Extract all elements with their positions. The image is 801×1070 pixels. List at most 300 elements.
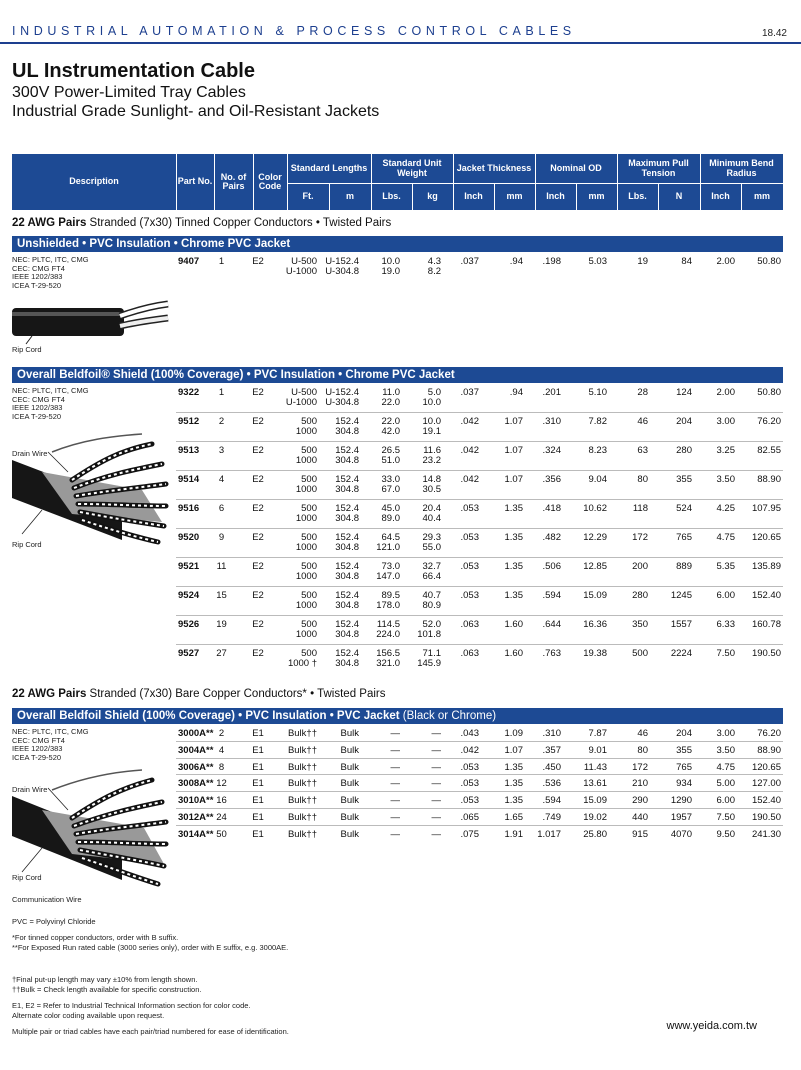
cell-lbs: 147.0 — [376, 571, 400, 582]
table-row — [176, 778, 783, 795]
standards-list-3: NEC: PLTC, ITC, CMG CEC: CMG FT4 IEEE 1202/383 ICEA T-29-520 — [12, 727, 89, 762]
table-row — [176, 532, 783, 561]
cell-ft: 1000 — [295, 484, 317, 495]
cell-om: 12.85 — [583, 561, 607, 572]
cell-lbs: 45.0 — [381, 503, 400, 514]
cell-ft: 500 — [301, 474, 317, 485]
cell-tn: 2224 — [670, 648, 692, 659]
cell-lbs: — — [390, 812, 400, 823]
cell-ji: .053 — [460, 503, 479, 514]
cell-tl: 118 — [632, 503, 648, 514]
cell-kg: 19.1 — [422, 426, 441, 437]
table-row — [176, 812, 783, 829]
cell-tl: 28 — [637, 387, 648, 398]
cell-bm: 82.55 — [757, 445, 781, 456]
table-row — [176, 387, 783, 416]
cell-bm: 50.80 — [757, 387, 781, 398]
col-no-pairs: No. of Pairs — [220, 171, 247, 191]
cell-lbs: 224.0 — [376, 629, 400, 640]
cell-lbs: 67.0 — [381, 484, 400, 495]
cell-oi: .594 — [542, 590, 561, 601]
cell-m: Bulk — [340, 795, 359, 807]
cell-tl: 290 — [632, 795, 648, 807]
cell-ft: U-1000 — [285, 397, 317, 408]
part-number: 9521 — [178, 561, 200, 572]
col-color-code: Color Code — [258, 171, 282, 191]
cell-pairs: 16 — [216, 795, 227, 807]
cell-cc: E2 — [252, 416, 264, 427]
part-number: 9524 — [178, 590, 200, 601]
table-row — [176, 256, 783, 286]
row-divider — [176, 412, 783, 413]
band-overall-beldfoil-chrome: Overall Beldfoil® Shield (100% Coverage) • PVC Insulation • Chrome PVC Jacket — [12, 367, 783, 383]
cell-m: Bulk — [340, 744, 359, 756]
cell-cc: E2 — [252, 532, 264, 543]
cell-jm: 1.60 — [504, 648, 523, 659]
cell-ft: 1000 — [295, 629, 317, 640]
cell-cc: E2 — [252, 474, 264, 485]
cell-m: 304.8 — [335, 455, 359, 466]
cell-ft: U-500 — [291, 256, 317, 267]
cell-om: 19.02 — [583, 812, 607, 823]
cell-jm: 1.07 — [504, 445, 523, 456]
cell-lbs: 73.0 — [381, 561, 400, 572]
cell-tn: 934 — [676, 778, 692, 790]
cell-pairs: 1 — [218, 387, 225, 398]
table-row — [176, 728, 783, 745]
cell-om: 9.01 — [588, 744, 607, 756]
cell-cc: E1 — [252, 828, 264, 840]
row-divider — [176, 557, 783, 558]
cell-om: 9.04 — [588, 474, 607, 485]
cell-bm: 107.95 — [751, 503, 781, 514]
cell-bm: 152.40 — [751, 590, 781, 601]
note-color-code: E1, E2 = Refer to Industrial Technical Information section for color code. — [12, 1001, 251, 1010]
cell-ft: Bulk†† — [287, 761, 317, 773]
cell-pairs: 8 — [218, 761, 225, 773]
cell-ji: .042 — [460, 416, 479, 427]
cell-bi: 4.75 — [716, 532, 735, 543]
cell-kg: — — [431, 744, 441, 756]
col-bend-mm: mm — [753, 191, 770, 202]
cell-tn: 355 — [676, 744, 692, 756]
row-divider — [176, 615, 783, 616]
cell-kg: 71.1 — [422, 648, 441, 659]
cell-oi: .536 — [542, 778, 561, 790]
cell-m: 152.4 — [335, 445, 359, 456]
part-number: 3000A** — [178, 728, 214, 739]
cell-ft: 500 — [301, 590, 317, 601]
row-divider — [176, 528, 783, 529]
page-subtitle-2: Industrial Grade Sunlight- and Oil-Resistant Jackets — [12, 103, 380, 120]
cell-oi: .644 — [542, 619, 561, 630]
cell-ft: Bulk†† — [287, 778, 317, 790]
cell-jm: 1.07 — [504, 744, 523, 756]
cell-ji: .037 — [460, 387, 479, 398]
cell-ji: .042 — [460, 445, 479, 456]
table-row — [176, 590, 783, 619]
cell-om: 15.09 — [583, 590, 607, 601]
cell-kg: 14.8 — [422, 474, 441, 485]
cell-cc: E1 — [252, 728, 264, 739]
col-tension-n: N — [675, 191, 683, 202]
cell-oi: 1.017 — [537, 828, 561, 840]
cell-tl: 172 — [632, 532, 648, 543]
cell-lbs: — — [390, 744, 400, 756]
col-part-no: Part No. — [177, 176, 213, 187]
cell-oi: .418 — [542, 503, 561, 514]
cell-oi: .594 — [542, 795, 561, 807]
cell-ft: 1000 — [295, 426, 317, 437]
cell-bi: 3.50 — [716, 474, 735, 485]
row-divider — [176, 441, 783, 442]
cell-jm: 1.35 — [504, 532, 523, 543]
cell-ft: 1000 — [295, 542, 317, 553]
table-row — [176, 762, 783, 779]
page-number: 18.42 — [761, 28, 787, 39]
cell-bi: 4.25 — [716, 503, 735, 514]
cell-pairs: 9 — [218, 532, 225, 543]
cell-kg: 40.7 — [422, 590, 441, 601]
cell-cc: E2 — [252, 256, 264, 267]
cell-oi: .324 — [542, 445, 561, 456]
row-divider — [176, 758, 783, 759]
note-pvc: PVC = Polyvinyl Chloride — [12, 917, 96, 926]
cell-tn: 355 — [676, 474, 692, 485]
cell-lbs: 10.0 — [381, 256, 400, 267]
cell-oi: .356 — [542, 474, 561, 485]
cell-ft: Bulk†† — [287, 744, 317, 756]
cell-cc: E2 — [252, 445, 264, 456]
cell-cc: E2 — [252, 561, 264, 572]
cell-kg: 10.0 — [422, 397, 441, 408]
cell-om: 13.61 — [583, 778, 607, 790]
rip-cord-caption-3: Rip Cord — [12, 873, 42, 882]
cell-ft: 1000 — [295, 571, 317, 582]
cell-jm: 1.07 — [504, 416, 523, 427]
col-unit-weight: Standard Unit Weight — [382, 158, 442, 178]
cell-cc: E2 — [252, 619, 264, 630]
cell-bi: 5.00 — [716, 778, 735, 790]
cell-bi: 7.50 — [716, 812, 735, 823]
cell-tn: 84 — [681, 256, 692, 267]
cell-kg: — — [431, 812, 441, 823]
col-jacket: Jacket Thickness — [456, 162, 532, 173]
shielded-cable-illustration — [12, 430, 172, 550]
cell-m: U-304.8 — [325, 397, 359, 408]
col-nominal-od: Nominal OD — [550, 162, 602, 173]
cell-ji: .042 — [460, 474, 479, 485]
part-number: 3014A** — [178, 828, 214, 840]
cell-lbs: 64.5 — [381, 532, 400, 543]
cell-cc: E1 — [252, 812, 264, 823]
cell-tl: 280 — [632, 590, 648, 601]
cell-pairs: 2 — [218, 728, 225, 739]
cell-pairs: 1 — [218, 256, 225, 267]
cell-oi: .357 — [542, 744, 561, 756]
cell-tl: 350 — [632, 619, 648, 630]
cell-ft: Bulk†† — [287, 795, 317, 807]
cell-lbs: 22.0 — [381, 397, 400, 408]
cell-m: 152.4 — [335, 648, 359, 659]
cell-bm: 127.00 — [751, 778, 781, 790]
cell-pairs: 3 — [218, 445, 225, 456]
cell-om: 5.03 — [588, 256, 607, 267]
cell-ft: 500 — [301, 416, 317, 427]
cell-bm: 135.89 — [751, 561, 781, 572]
row-divider — [176, 774, 783, 775]
cell-tn: 524 — [676, 503, 692, 514]
row-divider — [176, 499, 783, 500]
cell-ft: Bulk†† — [287, 828, 317, 840]
row-divider — [176, 644, 783, 645]
cell-ft: Bulk†† — [287, 812, 317, 823]
cell-pairs: 27 — [216, 648, 227, 659]
cell-ft: U-1000 — [285, 266, 317, 277]
cell-ji: .053 — [460, 761, 479, 773]
cell-lbs: 26.5 — [381, 445, 400, 456]
cell-kg: 30.5 — [422, 484, 441, 495]
catalog-section-title: INDUSTRIAL AUTOMATION & PROCESS CONTROL CABLES — [12, 24, 576, 38]
cell-tn: 889 — [676, 561, 692, 572]
cell-ji: .065 — [460, 812, 479, 823]
col-description: Description — [69, 176, 119, 187]
cell-bm: 152.40 — [751, 795, 781, 807]
part-number: 9513 — [178, 445, 200, 456]
col-jacket-inch: Inch — [464, 191, 483, 202]
cell-kg: 23.2 — [422, 455, 441, 466]
cell-bm: 88.90 — [757, 474, 781, 485]
table-row — [176, 445, 783, 474]
cell-m: 304.8 — [335, 571, 359, 582]
cell-bm: 190.50 — [751, 812, 781, 823]
cell-om: 25.80 — [583, 828, 607, 840]
cell-bm: 190.50 — [751, 648, 781, 659]
cell-om: 12.29 — [583, 532, 607, 543]
cell-lbs: 19.0 — [381, 266, 400, 277]
cell-cc: E2 — [252, 387, 264, 398]
cell-ji: .053 — [460, 590, 479, 601]
part-number: 9322 — [178, 387, 200, 398]
cell-tn: 124 — [676, 387, 692, 398]
cell-oi: .310 — [542, 728, 561, 739]
cell-kg: — — [431, 761, 441, 773]
cell-bi: 3.00 — [716, 416, 735, 427]
cell-ji: .043 — [460, 728, 479, 739]
cell-tl: 63 — [637, 445, 648, 456]
cell-tl: 200 — [632, 561, 648, 572]
cell-tl: 440 — [632, 812, 648, 823]
cell-kg: 55.0 — [422, 542, 441, 553]
cell-m: Bulk — [340, 761, 359, 773]
cell-tl: 80 — [637, 744, 648, 756]
part-number: 3006A** — [178, 761, 214, 773]
cell-bi: 6.00 — [716, 590, 735, 601]
cell-oi: .506 — [542, 561, 561, 572]
table-row — [176, 745, 783, 762]
cell-ji: .037 — [460, 256, 479, 267]
table-row — [176, 416, 783, 445]
note-tinned: *For tinned copper conductors, order with B suffix. — [12, 933, 179, 942]
cell-ft: 1000 — [295, 600, 317, 611]
cell-bm: 241.30 — [751, 828, 781, 840]
cell-tn: 1557 — [670, 619, 692, 630]
cell-jm: 1.07 — [504, 474, 523, 485]
col-pull-tension: Maximum Pull Tension — [628, 158, 689, 178]
cell-ft: 500 — [301, 445, 317, 456]
cell-oi: .310 — [542, 416, 561, 427]
cell-kg: 29.3 — [422, 532, 441, 543]
cell-ji: .053 — [460, 532, 479, 543]
cell-cc: E1 — [252, 778, 264, 790]
part-number: 9526 — [178, 619, 200, 630]
note-exposed-run: **For Exposed Run rated cable (3000 series only), order with E suffix, e.g. 3000AE. — [12, 943, 289, 952]
cell-cc: E2 — [252, 590, 264, 601]
page-title: UL Instrumentation Cable — [12, 60, 255, 82]
cell-tl: 80 — [637, 474, 648, 485]
cell-ft: 500 — [301, 532, 317, 543]
table-row — [176, 648, 783, 677]
cell-tn: 1245 — [670, 590, 692, 601]
cell-oi: .450 — [542, 761, 561, 773]
cell-m: Bulk — [340, 778, 359, 790]
cell-m: 152.4 — [335, 474, 359, 485]
cell-bm: 88.90 — [757, 744, 781, 756]
col-jacket-mm: mm — [506, 191, 523, 202]
cell-om: 15.09 — [583, 795, 607, 807]
footer-url: www.yeida.com.tw — [666, 1020, 757, 1032]
cell-lbs: 33.0 — [381, 474, 400, 485]
cell-lbs: — — [390, 795, 400, 807]
cell-oi: .763 — [542, 648, 561, 659]
cell-kg: — — [431, 778, 441, 790]
cell-lbs: 42.0 — [381, 426, 400, 437]
cell-ft: 500 — [301, 561, 317, 572]
cell-jm: 1.65 — [504, 812, 523, 823]
cell-kg: 20.4 — [422, 503, 441, 514]
cell-m: U-152.4 — [325, 387, 359, 398]
cell-bm: 120.65 — [751, 761, 781, 773]
note-putup-length: †Final put-up length may vary ±10% from length shown. — [12, 975, 198, 984]
cell-kg: 52.0 — [422, 619, 441, 630]
cell-oi: .198 — [542, 256, 561, 267]
cell-jm: 1.35 — [504, 778, 523, 790]
cell-bi: 6.33 — [716, 619, 735, 630]
cell-jm: 1.35 — [504, 795, 523, 807]
cell-m: 304.8 — [335, 484, 359, 495]
cell-pairs: 2 — [218, 416, 225, 427]
cell-kg: — — [431, 828, 441, 840]
cell-ji: .053 — [460, 561, 479, 572]
cell-pairs: 15 — [216, 590, 227, 601]
cell-m: 304.8 — [335, 658, 359, 669]
cell-kg: 80.9 — [422, 600, 441, 611]
cell-jm: 1.91 — [504, 828, 523, 840]
note-bulk: ††Bulk = Check length available for specific construction. — [12, 985, 202, 994]
cell-tl: 500 — [632, 648, 648, 659]
cell-lbs: 22.0 — [381, 416, 400, 427]
cell-om: 19.38 — [583, 648, 607, 659]
standards-list-1: NEC: PLTC, ITC, CMG CEC: CMG FT4 IEEE 1202/383 ICEA T-29-520 — [12, 255, 89, 290]
part-number: 3012A** — [178, 812, 214, 823]
table-row — [176, 474, 783, 503]
cell-lbs: 89.0 — [381, 513, 400, 524]
cell-om: 7.82 — [588, 416, 607, 427]
rip-cord-caption-1: Rip Cord — [12, 345, 42, 354]
cell-pairs: 4 — [218, 474, 225, 485]
section-1-heading: 22 AWG Pairs Stranded (7x30) Tinned Copper Conductors • Twisted Pairs — [12, 217, 392, 229]
cell-m: 304.8 — [335, 513, 359, 524]
cell-om: 8.23 — [588, 445, 607, 456]
cell-bi: 5.35 — [716, 561, 735, 572]
cell-tn: 765 — [676, 532, 692, 543]
cell-tl: 172 — [632, 761, 648, 773]
cell-kg: — — [431, 728, 441, 739]
cell-ji: .053 — [460, 795, 479, 807]
cell-jm: 1.60 — [504, 619, 523, 630]
cell-m: 304.8 — [335, 542, 359, 553]
cell-m: 152.4 — [335, 619, 359, 630]
cell-tn: 765 — [676, 761, 692, 773]
cell-m: Bulk — [340, 812, 359, 823]
cell-m: 304.8 — [335, 426, 359, 437]
cell-tn: 204 — [676, 728, 692, 739]
part-number: 9514 — [178, 474, 200, 485]
cell-jm: .94 — [509, 256, 523, 267]
row-divider — [176, 791, 783, 792]
cell-oi: .749 — [542, 812, 561, 823]
cell-jm: 1.35 — [504, 590, 523, 601]
part-number: 3004A** — [178, 744, 214, 756]
cell-tn: 1290 — [670, 795, 692, 807]
part-number: 3008A** — [178, 778, 214, 790]
cell-tn: 1957 — [670, 812, 692, 823]
cell-tl: 210 — [632, 778, 648, 790]
col-std-lengths: Standard Lengths — [290, 162, 368, 173]
cell-kg: — — [431, 795, 441, 807]
cell-m: 152.4 — [335, 532, 359, 543]
table-header — [12, 154, 783, 210]
cell-pairs: 4 — [218, 744, 225, 756]
cell-ft: 1000 — [295, 455, 317, 466]
row-divider — [176, 808, 783, 809]
cell-lbs: — — [390, 828, 400, 840]
cell-m: Bulk — [340, 828, 359, 840]
col-kg: kg — [427, 191, 438, 202]
cell-bm: 120.65 — [751, 532, 781, 543]
cell-ft: Bulk†† — [287, 728, 317, 739]
cell-bi: 7.50 — [716, 648, 735, 659]
cell-kg: 8.2 — [427, 266, 441, 277]
cell-kg: 10.0 — [422, 416, 441, 427]
cell-tl: 46 — [637, 416, 648, 427]
cell-pairs: 6 — [218, 503, 225, 514]
cell-cc: E1 — [252, 761, 264, 773]
cell-kg: 11.6 — [423, 445, 441, 456]
cell-bi: 4.75 — [716, 761, 735, 773]
cell-jm: .94 — [509, 387, 523, 398]
cell-bi: 2.00 — [716, 387, 735, 398]
table-row — [176, 619, 783, 648]
cell-cc: E2 — [252, 648, 264, 659]
cell-bi: 9.50 — [716, 828, 735, 840]
part-number: 9407 — [178, 256, 200, 267]
row-divider — [176, 741, 783, 742]
cell-m: 304.8 — [335, 600, 359, 611]
col-tension-lbs: Lbs. — [628, 191, 647, 202]
col-bend-radius: Minimum Bend Radius — [709, 158, 774, 178]
standards-list-2: NEC: PLTC, ITC, CMG CEC: CMG FT4 IEEE 1202/383 ICEA T-29-520 — [12, 386, 89, 421]
